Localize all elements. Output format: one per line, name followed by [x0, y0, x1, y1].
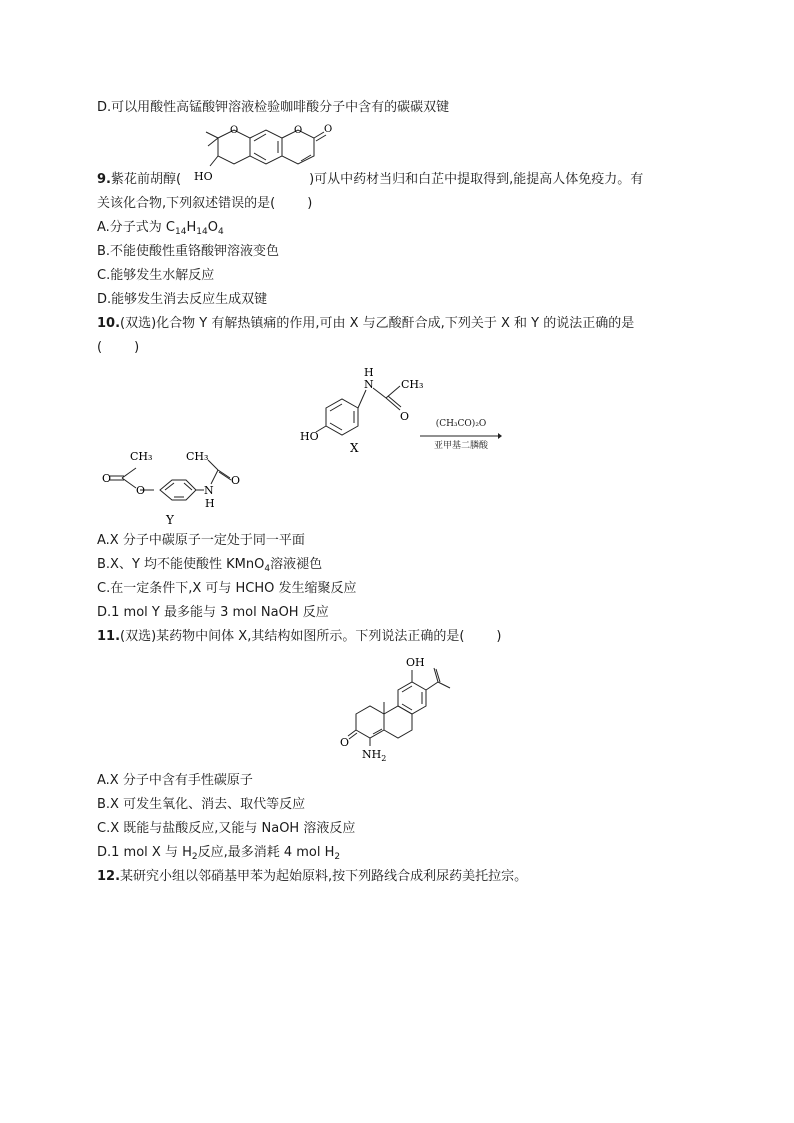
q10-y-n: N — [204, 484, 214, 497]
q10-y-ch3b: CH₃ — [186, 452, 209, 463]
q10-x-h: H — [364, 366, 374, 379]
q10-option-c: C.在一定条件下,X 可与 HCHO 发生缩聚反应 — [97, 581, 357, 596]
q10-x-o: O — [400, 410, 410, 423]
q8-option-d: D.可以用酸性高锰酸钾溶液检验咖啡酸分子中含有的碳碳双键 — [97, 100, 450, 115]
q10-y-o2: O — [136, 484, 146, 497]
q12-number: 12. — [97, 869, 121, 884]
q9-option-b: B.不能使酸性重铬酸钾溶液变色 — [97, 244, 280, 259]
q10-stem-line2: ( ) — [97, 340, 140, 355]
q10-y-o1: O — [102, 472, 112, 485]
q9-ho-label: HO — [194, 170, 213, 183]
q10-x-n: N — [364, 378, 374, 391]
q11-option-d: D.1 mol X 与 $H_2$反应,最多消耗 4 mol $H_2$ — [97, 845, 341, 862]
q10-stem-line1: 10.(双选)化合物 Y 有解热镇痛的作用,可由 X 与乙酸酐合成,下列关于 X 和 Y 的说法正确的是 — [97, 316, 635, 331]
q9-o1-label: O — [230, 125, 239, 136]
q9-option-c: C.能够发生水解反应 — [97, 268, 215, 283]
q9-number: 9. — [97, 172, 111, 187]
q11-option-b: B.X 可发生氧化、消去、取代等反应 — [97, 797, 306, 812]
q10-y-o3: O — [231, 474, 241, 487]
q11-number: 11. — [97, 629, 121, 644]
q9-option-d: D.能够发生消去反应生成双键 — [97, 292, 268, 307]
q10-option-d: D.1 mol Y 最多能与 3 mol NaOH 反应 — [97, 605, 329, 620]
q11-o-label: O — [340, 736, 350, 749]
q11-structure-diagram — [340, 652, 470, 764]
q11-nh2-label: $NH_2$ — [362, 748, 387, 763]
q10-y-name: Y — [166, 513, 174, 527]
q11-option-c: C.X 既能与盐酸反应,又能与 NaOH 溶液反应 — [97, 821, 356, 836]
q9-stem-pre: 紫花前胡醇( — [110, 172, 182, 187]
q10-compound-x-diagram — [290, 362, 430, 457]
q10-x-ch3: CH₃ — [401, 378, 424, 391]
q11-option-a: A.X 分子中含有手性碳原子 — [97, 773, 253, 788]
q9-stem-line2: 关该化合物,下列叙述错误的是( ) — [97, 196, 313, 211]
q10-reagent-bottom: 亚甲基二膦酸 — [433, 441, 488, 451]
q10-y-ch3a: CH₃ — [130, 452, 153, 463]
q10-y-h: H — [205, 497, 215, 510]
q11-stem: 11.(双选)某药物中间体 X,其结构如图所示。下列说法正确的是( ) — [97, 629, 502, 644]
q9-o3-label: O — [324, 124, 333, 135]
q10-number: 10. — [97, 316, 121, 331]
q9-option-a: A.分子式为 $C_{14}H_{14}O_4$ — [97, 220, 224, 237]
q10-reagent-top: (CH₃CO)₂O — [435, 419, 487, 429]
q12-stem: 12.某研究小组以邻硝基甲苯为起始原料,按下列路线合成利尿药美托拉宗。 — [97, 869, 528, 884]
q10-option-a: A.X 分子中碳原子一定处于同一平面 — [97, 533, 305, 548]
q10-reaction-arrow — [420, 419, 502, 449]
q10-x-ho: HO — [300, 430, 319, 443]
q11-oh-label: OH — [406, 656, 425, 669]
q10-x-name: X — [350, 441, 359, 455]
q10-option-b: B.X、Y 均不能使酸性 KMnO$_4$溶液褪色 — [97, 557, 323, 574]
q10-compound-y-diagram — [100, 452, 250, 532]
q9-stem-post: )可从中药材当归和白芷中提取得到,能提高人体免疫力。有 — [309, 172, 644, 187]
q9-o2-label: O — [294, 125, 303, 136]
q9-stem-line1 — [97, 171, 643, 189]
